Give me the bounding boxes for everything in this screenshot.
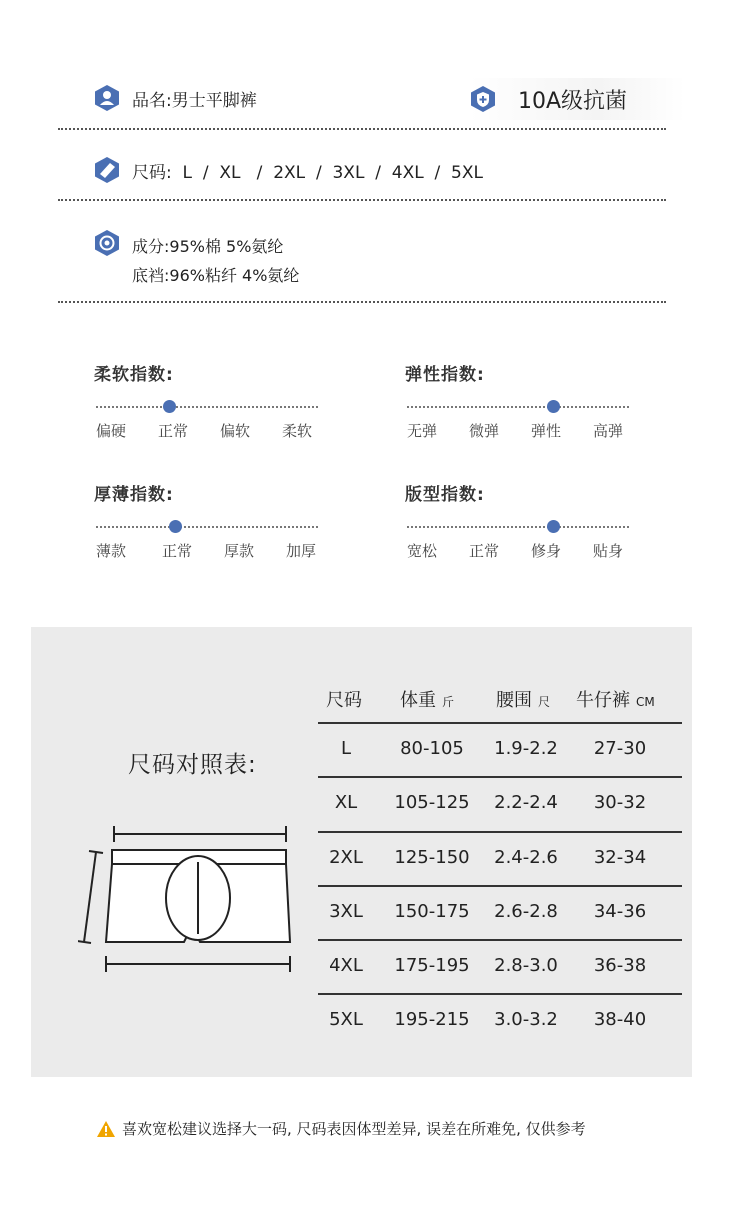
index-knob [163,400,176,413]
product-name-row [94,84,257,112]
boxer-brief-diagram-icon [78,822,298,972]
index-option: 偏软 [220,422,251,440]
table-cell: 3.0-3.2 [494,1009,558,1031]
table-cell: 2.6-2.8 [494,900,558,922]
table-cell: 2.2-2.4 [494,792,558,814]
table-cell: 105-125 [394,792,470,814]
table-row [318,887,682,941]
composition-text: 成分:95%棉 5%氨纶 [132,237,284,256]
shield-plus-icon [470,85,496,113]
ruler-hex-icon [94,156,120,184]
index-label: 柔软指数: [94,365,174,385]
table-cell: 1.9-2.2 [494,738,558,759]
index-option: 微弹 [469,422,500,440]
composition-icon-row [94,229,132,257]
table-cell: 5XL [329,1009,363,1031]
index-knob [547,520,560,533]
table-row [318,995,682,1049]
table-cell: 195-215 [394,1009,470,1031]
index-track [407,526,629,528]
badge-text: 10A级抗菌 [518,88,628,114]
table-cell: 2.4-2.6 [494,846,558,868]
index-option: 加厚 [286,542,317,560]
warning-icon [96,1120,116,1138]
fabric-hex-icon [94,229,120,257]
index-option: 薄款 [96,542,127,560]
table-header [318,676,682,724]
index-option: 高弹 [593,422,624,440]
index-option: 厚款 [224,542,255,560]
sizes-row [94,156,483,184]
thickness-index [94,480,324,560]
index-label: 厚薄指数: [94,485,174,505]
index-label: 弹性指数: [405,365,485,385]
index-option: 无弹 [407,422,438,440]
index-knob [547,400,560,413]
size-chart-table [318,676,682,1050]
table-cell: 2XL [329,846,363,868]
header-cell: 体重 斤 [400,690,455,711]
table-cell: 32-34 [593,846,647,868]
table-row [318,941,682,995]
index-knob [169,520,182,533]
table-cell: 175-195 [394,955,470,977]
index-track [96,526,318,528]
material-info [132,232,299,290]
softness-index [94,360,324,440]
index-option: 贴身 [593,542,624,560]
table-cell: 38-40 [593,1009,647,1031]
index-option: 偏硬 [96,422,127,440]
table-cell: 3XL [329,900,363,922]
table-cell: XL [334,792,358,814]
table-cell: 80-105 [400,738,464,759]
table-cell: 125-150 [394,846,470,868]
index-option: 宽松 [407,542,438,560]
size-notice [96,1118,586,1139]
index-option: 正常 [158,422,189,440]
index-track [407,406,629,408]
table-cell: 150-175 [394,900,470,922]
index-option: 正常 [162,542,193,560]
index-option: 修身 [531,542,562,560]
antibacterial-badge [470,78,685,120]
table-cell: 2.8-3.0 [494,955,558,977]
index-label: 版型指数: [405,485,485,505]
index-option: 柔软 [282,422,313,440]
table-cell: 4XL [329,955,363,977]
divider [58,199,666,201]
divider [58,301,666,303]
index-track [96,406,318,408]
crotch-text: 底裆:96%粘纤 4%氨纶 [132,266,300,285]
header-cell: 牛仔裤 CM [576,690,655,711]
user-hex-icon [94,84,120,112]
notice-text: 喜欢宽松建议选择大一码, 尺码表因体型差异, 误差在所难免, 仅供参考 [122,1120,586,1138]
header-cell: 腰围 尺 [496,690,551,711]
table-row [318,778,682,832]
header-cell: 尺码 [326,690,362,711]
divider [58,128,666,130]
table-cell: 34-36 [593,900,647,922]
table-cell: 30-32 [593,792,647,814]
table-row [318,833,682,887]
index-option: 弹性 [531,422,562,440]
table-row [318,724,682,778]
table-cell: 27-30 [593,738,647,759]
elasticity-index [405,360,635,440]
fit-index [405,480,635,560]
product-name: 品名:男士平脚裤 [132,90,257,111]
table-cell: L [340,738,352,759]
sizes-list: 尺码: L / XL / 2XL / 3XL / 4XL / 5XL [132,162,483,183]
size-chart-title: 尺码对照表: [128,752,257,778]
table-cell: 36-38 [593,955,647,977]
index-option: 正常 [469,542,500,560]
